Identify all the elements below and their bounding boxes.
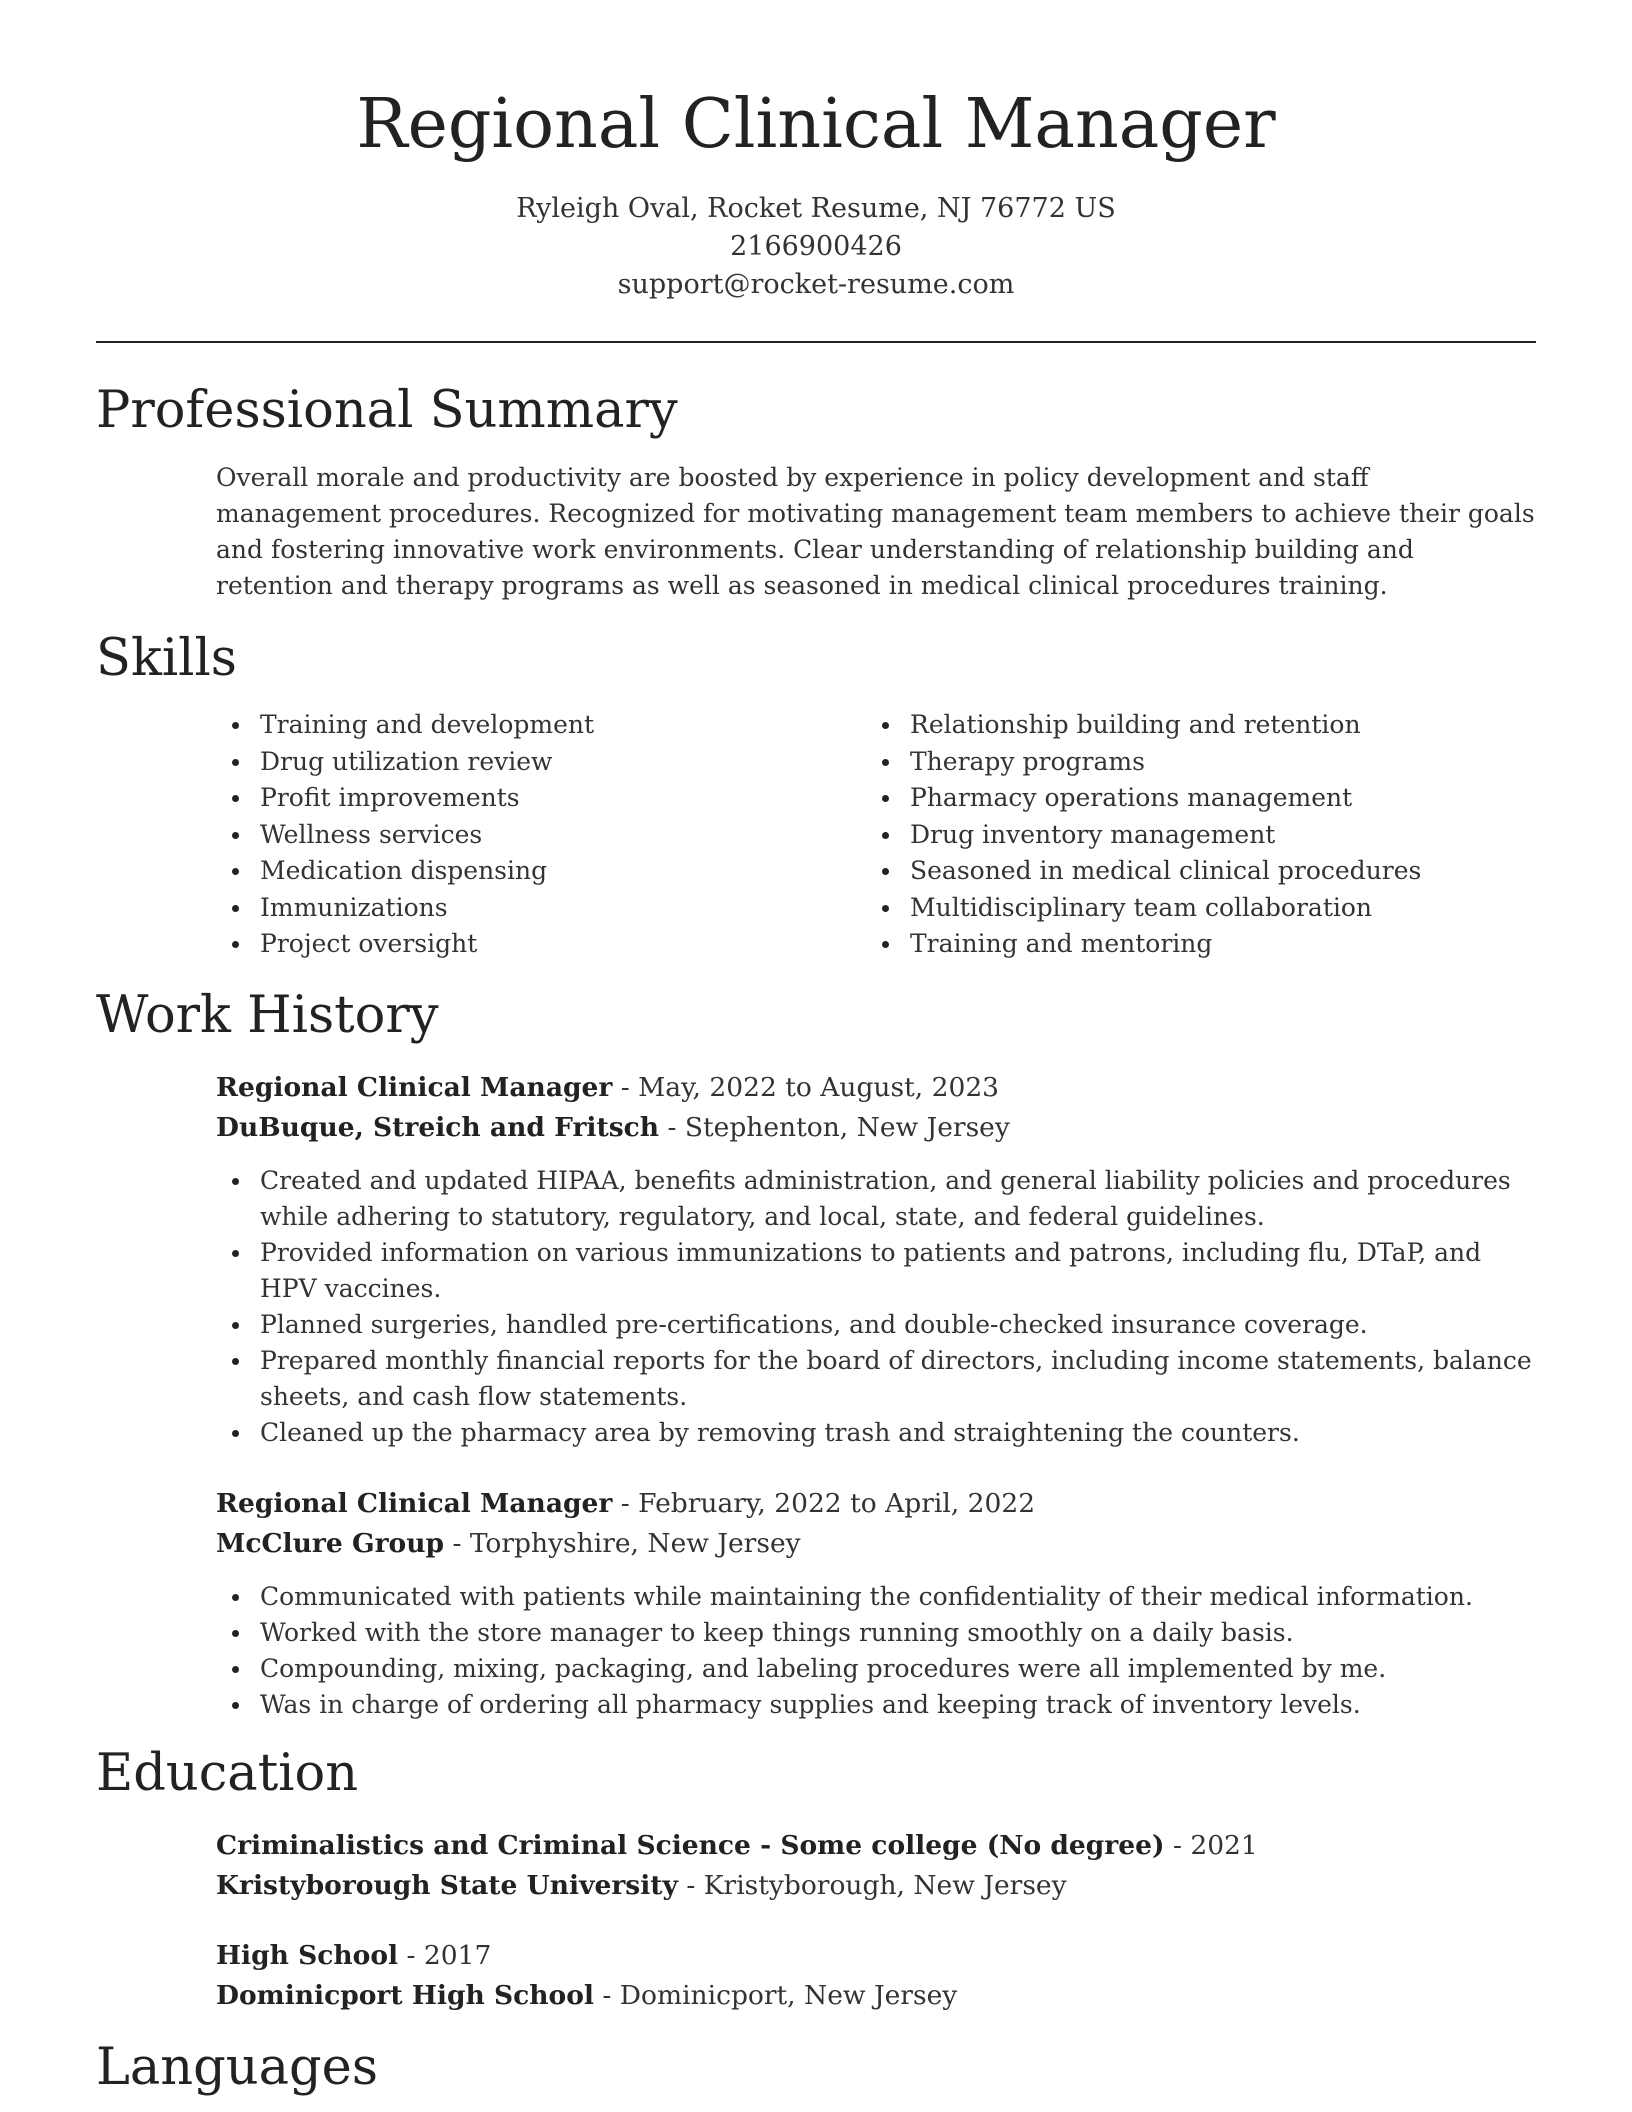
skill-item: Medication dispensing [216,853,856,890]
contact-block [0,190,1632,304]
skill-item: Profit improvements [216,780,856,817]
education-school: Kristyborough State University [216,1870,678,1901]
job-bullet: Was in charge of ordering all pharmacy supplies and keeping track of inventory levels. [216,1687,1536,1723]
job-dates: - February, 2022 to April, 2022 [612,1488,1036,1519]
skill-item: Wellness services [216,817,856,854]
contact-address: Ryleigh Oval, Rocket Resume, NJ 76772 US [516,193,1116,224]
education-degree: High School [216,1940,399,1971]
job-entry [216,1484,1536,1564]
education-degree-line [216,1826,1536,1866]
resume-title: Regional Clinical Manager [356,85,1276,164]
languages-heading: Languages [96,2038,379,2097]
skill-item: Drug inventory management [866,817,1536,854]
job-bullet: Created and updated HIPAA, benefits administration, and general liability policies and procedures while adhering to statutory, regulatory, and local, state, and federal guidelines. [216,1163,1536,1235]
job-bullet: Communicated with patients while maintaining the confidentiality of their medical information. [216,1579,1536,1615]
work-heading: Work History [96,986,439,1045]
skill-item: Therapy programs [866,744,1536,781]
skill-item: Drug utilization review [216,744,856,781]
job-bullet: Compounding, mixing, packaging, and labeling procedures were all implemented by me. [216,1651,1536,1687]
skill-item: Project oversight [216,926,856,963]
education-entry [216,1936,1536,2016]
skill-item: Seasoned in medical clinical procedures [866,853,1536,890]
skill-item: Relationship building and retention [866,707,1536,744]
education-school-line [216,1866,1536,1906]
skill-item: Immunizations [216,890,856,927]
skills-list-left [216,707,856,963]
job-bullets [216,1579,1536,1723]
job-title-line [216,1484,1536,1524]
contact-email: support@rocket-resume.com [617,269,1015,300]
education-heading: Education [96,1744,359,1803]
skills-list-right [866,707,1536,963]
job-bullet: Prepared monthly financial reports for the board of directors, including income statements, balance sheets, and cash flow statements. [216,1343,1536,1415]
education-school-line [216,1976,1536,2016]
job-bullet: Worked with the store manager to keep things running smoothly on a daily basis. [216,1615,1536,1651]
skill-item: Training and development [216,707,856,744]
job-entry [216,1068,1536,1148]
skill-item: Training and mentoring [866,926,1536,963]
job-location: - Stephenton, New Jersey [659,1112,1010,1143]
job-title: Regional Clinical Manager [216,1488,613,1519]
education-year: - 2021 [1164,1830,1258,1861]
job-company: DuBuque, Streich and Fritsch [216,1112,660,1143]
summary-text: Overall morale and productivity are boosted by experience in policy development and staff management procedures. Recognized for motivating management team members to achieve their goals and fostering innovative work environments. Clear understanding of relationship building and retention and therapy programs as well as seasoned in medical clinical procedures training. [216,463,1535,600]
skill-item: Multidisciplinary team collaboration [866,890,1536,927]
job-bullet: Planned surgeries, handled pre-certifications, and double-checked insurance coverage. [216,1307,1536,1343]
education-entry [216,1826,1536,1906]
contact-phone: 2166900426 [730,231,902,262]
job-company-line [216,1108,1536,1148]
job-title: Regional Clinical Manager [216,1072,613,1103]
job-bullets [216,1163,1536,1451]
education-school: Dominicport High School [216,1980,594,2011]
job-company-line [216,1524,1536,1564]
summary-heading: Professional Summary [96,381,678,440]
job-location: - Torphyshire, New Jersey [444,1528,801,1559]
education-degree: Criminalistics and Criminal Science - Some college (No degree) [216,1830,1165,1861]
education-location: - Kristyborough, New Jersey [677,1870,1067,1901]
header-divider [96,341,1536,343]
job-bullet: Provided information on various immunizations to patients and patrons, including flu, DTaP, and HPV vaccines. [216,1235,1536,1307]
skill-item: Pharmacy operations management [866,780,1536,817]
job-company: McClure Group [216,1528,445,1559]
job-title-line [216,1068,1536,1108]
education-year: - 2017 [398,1940,492,1971]
skills-heading: Skills [96,629,237,688]
education-degree-line [216,1936,1536,1976]
education-location: - Dominicport, New Jersey [593,1980,958,2011]
job-dates: - May, 2022 to August, 2023 [612,1072,1000,1103]
job-bullet: Cleaned up the pharmacy area by removing trash and straightening the counters. [216,1415,1536,1451]
